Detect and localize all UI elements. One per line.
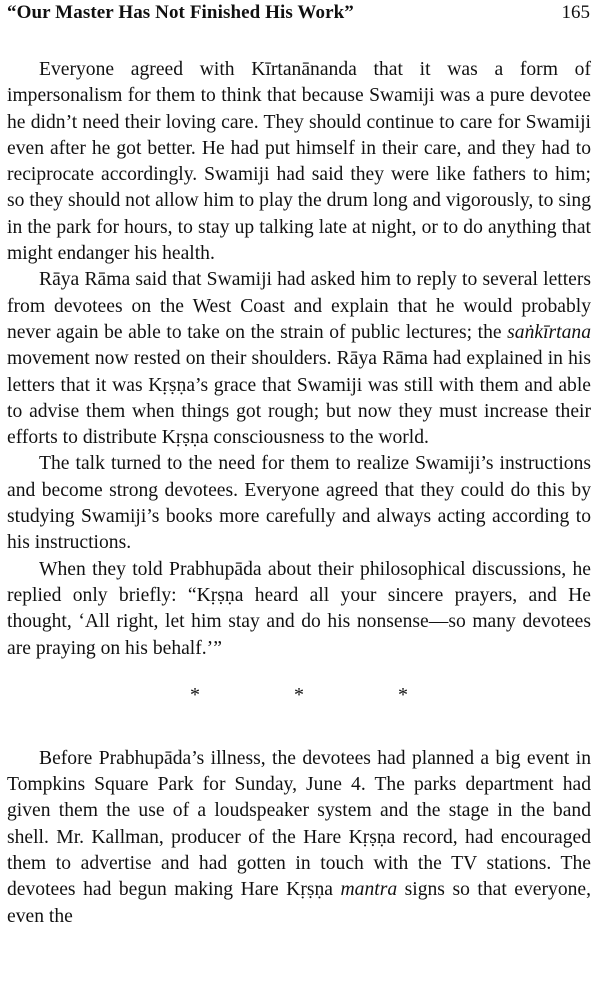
book-page — [7, 0, 591, 930]
paragraph-text: When they told Prabhupāda about their philosophical discussions, he replied only briefly: “Kṛṣṇa heard all your sincere prayers, and He thought, ‘All right, let him stay and do his nonsense—so many devotees are praying on his behalf.’” — [7, 558, 591, 659]
paragraph — [7, 451, 591, 556]
paragraph — [7, 746, 591, 930]
paragraph — [7, 57, 591, 267]
paragraph-text: Before Prabhupāda’s illness, the devotees had planned a big event in Tompkins Square Park for Sunday, June 4. The parks department had given them the use of a loudspeaker system and the stage in the band shell. Mr. Kallman, producer of the Hare Kṛṣṇa record, had encouraged them to advertise and had gotten in touch with the TV stations. The devotees had begun making Hare Kṛṣṇa — [7, 747, 591, 901]
italic-term: saṅkīrtana — [507, 321, 591, 343]
paragraph-text: Rāya Rāma said that Swamiji had asked him to reply to several letters from devotees on the West Coast and explain that he would probably never again be able to take on the strain of public lectures; the — [7, 269, 591, 343]
page-body — [7, 57, 591, 930]
paragraph-text: Everyone agreed with Kīrtanānanda that it was a form of impersonalism for them to think that because Swamiji was a pure devotee he didn’t need their loving care. They should continue to care for Swamiji even after he got better. He had put himself in their care, and they had to reciprocate accordingly. Swamiji had said they were like fathers to him; so they should not allow him to play the drum long and vigorously, to sing in the park for hours, to stay up talking late at night, or to do anything that might endanger his health. — [7, 59, 591, 265]
section-break-asterisk: * — [294, 683, 304, 706]
page-number: 165 — [561, 2, 590, 23]
italic-term: mantra — [340, 879, 398, 901]
section-break — [7, 682, 591, 708]
running-head: “Our Master Has Not Finished His Work” — [7, 2, 354, 23]
paragraph-text: signs so that everyone, even the — [7, 879, 592, 927]
section-break-asterisk: * — [190, 683, 200, 706]
paragraph — [7, 267, 591, 451]
paragraph — [7, 557, 591, 662]
paragraph-text: movement now rested on their shoulders. Rāya Rāma had explained in his letters that it was Kṛṣṇa’s grace that Swamiji was still with them and able to advise them when things got rough; but now they must increase their efforts to distribute Kṛṣṇa consciousness to the world. — [7, 348, 591, 449]
paragraph-text: The talk turned to the need for them to realize Swamiji’s instructions and become strong devotees. Everyone agreed that they could do this by studying Swamiji’s books more carefully and always acting according to his instructions. — [7, 453, 591, 554]
section-break-asterisk: * — [398, 683, 408, 706]
page-header — [7, 0, 591, 34]
